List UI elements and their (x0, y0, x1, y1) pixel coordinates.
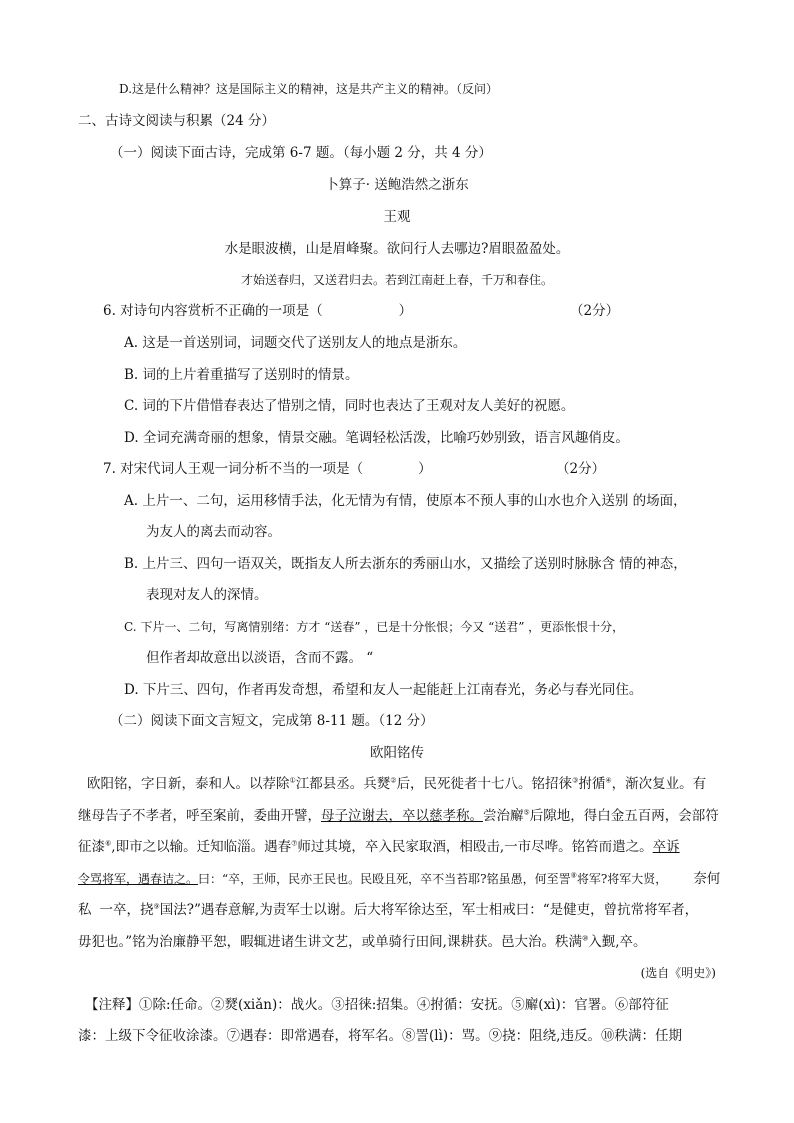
section-title-classical-reading: 二、古诗文阅读与积累（24 分） (78, 113, 275, 129)
passage-text: 拊循 (578, 776, 606, 792)
passage-line-1 (87, 774, 706, 794)
poem-line-2: 才始送春归，又送君归去。若到江南赶上春，千万和春住。 (240, 273, 553, 287)
footnote-marker: ⑥ (105, 839, 112, 848)
passage-text: 尝治廨 (483, 808, 524, 824)
q6-stem (103, 301, 412, 321)
q7-score: （2分） (556, 461, 606, 477)
q6-option-c: C. 词的下片借惜春表达了惜别之情，同时也表达了王观对友人美好的祝愿。 (124, 398, 575, 414)
q6-option-a: A. 这是一首送别词，词题交代了送别友人的地点是浙东。 (124, 335, 467, 351)
essay-title: 欧阳铭传 (370, 745, 424, 761)
passage-line-5 (78, 900, 698, 920)
q6-score: （2分） (570, 303, 620, 319)
notes-line-1: 【注释】①除:任命。②燹(xiǎn)：战火。③招徕:招集。④拊循：安抚。⑤廨(xì)：官署。⑥部符征 (85, 997, 669, 1013)
notes-line-2: 漆：上级下令征收涂漆。⑦遇春：即常遇春，将军名。⑧詈(lì)：骂。⑨挠：阻绕,违反。⑩秩满：任期 (78, 1028, 682, 1044)
footnote-marker: ② (390, 776, 397, 785)
passage-text: 一卒，挠 (99, 902, 154, 918)
passage-text: 欧阳铭，字日新，泰和人。以荐除 (87, 776, 290, 792)
q6-stem-text: 6. 对诗句内容赏析不正确的一项是（ (103, 303, 323, 319)
passage-source: (选自《明史》) (640, 966, 716, 980)
passage-text: 后，民死徙者十七八。铭招徕 (396, 776, 573, 792)
passage-text: 毋犯也。”铭为治廉静平恕，暇辄进诸生讲文艺，或单骑行田间,课耕获。邑大治。秩满 (78, 934, 582, 950)
footnote-marker: ⑧ (570, 871, 577, 880)
q7-stem (103, 459, 432, 479)
q7-option-c-line2: 但作者却故意出以淡语，含而不露。 “ (146, 650, 374, 666)
underlined-sentence: 卒诉 (652, 839, 680, 855)
passage-line-2 (78, 806, 719, 826)
passage-text: 入觐,卒。 (588, 934, 647, 950)
passage-text: 曰：“卒，王师，民亦王民也。民殴且死，卒不当苔耶?铭虽愚，何至詈 (198, 872, 571, 886)
footnote-marker: ④ (605, 776, 612, 785)
part1-intro: （一）阅读下面古诗，完成第 6-7 题。（每小题 2 分，共 4 分） (110, 145, 492, 161)
q7-option-a-line2: 为友人的离去而动容。 (146, 524, 281, 540)
passage-text: 国法?”遇春意解,为责军士以谢。后大将军徐达至，军士相戒曰：“是健吏，曾抗常将军者， (159, 902, 699, 918)
q6-close-paren: ） (398, 303, 413, 319)
poem-title: 卜算子· 送鲍浩然之浙东 (325, 177, 469, 193)
poem-author: 王观 (383, 209, 411, 225)
part2-intro: （二）阅读下面文言短文，完成第 8-11 题。（12 分） (110, 713, 434, 729)
passage-text: 江都县丞。兵燹 (295, 776, 391, 792)
q7-stem-text: 7. 对宋代词人王观一词分析不当的一项是（ (103, 461, 364, 477)
q7-option-a-line1: A. 上片一、二句，运用移情手法，化无情为有情，使原本不预人事的山水也介入送别 的场面， (124, 493, 687, 509)
passage-line-4 (78, 869, 720, 889)
passage-line-3 (78, 837, 680, 857)
footnote-marker: ⑤ (523, 808, 530, 817)
q6-option-d: D. 全词充满奇丽的想象，情景交融。笔调轻松活泼，比喻巧妙别致，语言风趣俏皮。 (124, 430, 629, 446)
passage-text: 奈何 (693, 871, 721, 887)
footnote-marker: ⑦ (291, 839, 298, 848)
underlined-sentence: 令骂将军，遇春诘之。 (78, 872, 199, 886)
passage-text: 征漆 (78, 839, 105, 855)
q7-close-paren: ） (418, 461, 432, 477)
passage-text: ，渐次复业。有 (611, 776, 707, 792)
q7-option-d: D. 下片三、四句，作者再发奇想，希望和友人一起能赶上江南春光，务必与春光同住。 (124, 682, 643, 698)
passage-text: 后隙地，得白金五百两，会部符 (529, 808, 719, 824)
passage-text: 继母告子不孝者，呼至案前，委曲开譬， (78, 808, 321, 824)
footnote-marker: ⑨ (153, 902, 160, 911)
passage-text: 师过其境，卒入民家取酒，相殴击,一市尽哗。铭笞而遣之。 (297, 839, 653, 855)
footnote-marker: ③ (572, 776, 579, 785)
passage-line-6 (78, 932, 647, 952)
q6-option-b: B. 词的上片着重描写了送别时的情景。 (124, 367, 359, 383)
q7-option-b-line2: 表现对友人的深情。 (146, 587, 268, 603)
underlined-sentence: 母子泣谢去，卒以慈孝称。 (321, 808, 483, 824)
q5-option-d: D.这是什么精神？这是国际主义的精神，这是共产主义的精神。（反问） (119, 82, 499, 96)
passage-text: 将军?将军大贤， (576, 872, 668, 886)
q7-option-c-line1: C. 下片一、二句，写离情别绪：方才 “送春” ，已是十分怅恨；今又 “送君” ，更添怅恨十分， (124, 620, 625, 634)
footnote-marker: ⑩ (581, 934, 589, 943)
passage-text: 私 (78, 902, 92, 918)
passage-text: ,即市之以输。迁知临淄。遇春 (111, 839, 292, 855)
poem-line-1: 水是眼波横，山是眉峰聚。欲问行人去哪边?眉眼盈盈处。 (224, 241, 570, 257)
footnote-marker: ① (289, 776, 296, 785)
q7-option-b-line1: B. 上片三、四句一语双关，既指友人所去浙东的秀丽山水，又描绘了送别时脉脉含 情的神态， (124, 556, 687, 572)
